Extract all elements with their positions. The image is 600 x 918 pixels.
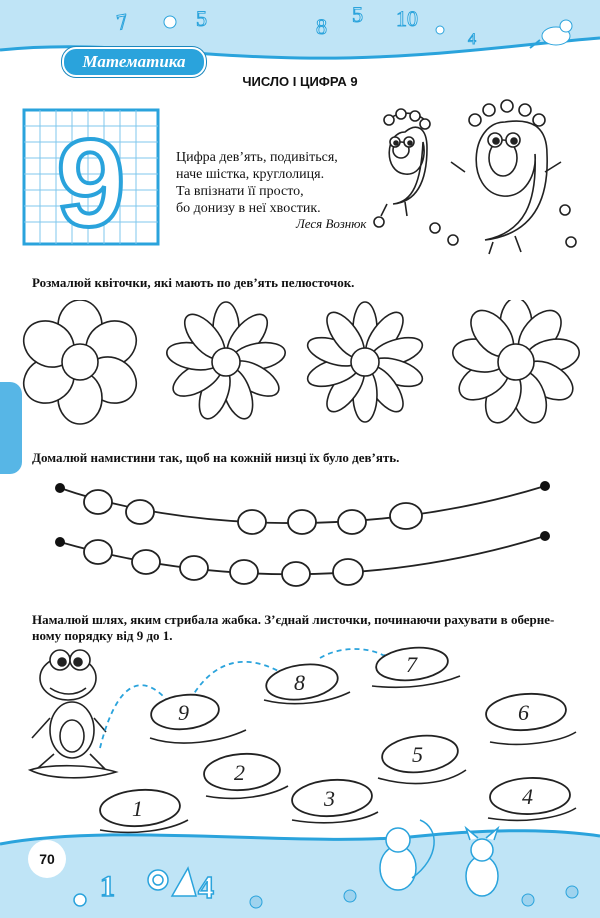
poem-line: бо донизу в неї хвостик.: [176, 201, 321, 216]
page-title: ЧИСЛО І ЦИФРА 9: [242, 74, 358, 89]
footer-band: [0, 818, 600, 918]
footer-digit: 1: [100, 870, 115, 903]
bead: [84, 490, 112, 514]
flower-1[interactable]: [20, 300, 145, 424]
task-flowers: Розмалюй квіточки, які мають по дев’ять пелюсточок.: [32, 275, 355, 290]
leaf-number: 9: [178, 700, 189, 725]
nine-characters-illustration: [365, 92, 585, 262]
poem-author: Леся Вознюк: [296, 216, 367, 231]
flower-2[interactable]: [165, 302, 288, 423]
poem-line: Цифра дев’ять, подивіться,: [176, 150, 338, 165]
bead: [288, 510, 316, 534]
bead-end: [55, 537, 65, 547]
flower-center: [351, 348, 379, 376]
bead: [282, 562, 310, 586]
leaf-number: 6: [518, 700, 529, 725]
bead: [84, 540, 112, 564]
flower-center: [62, 344, 98, 380]
bead-end: [540, 481, 550, 491]
header-digit: 4: [468, 31, 476, 48]
page-number: 70: [28, 840, 66, 878]
poem-line: наче шістка, круглолиця.: [176, 167, 325, 182]
leaf-number: 8: [294, 670, 305, 695]
bead: [180, 556, 208, 580]
bead-end: [55, 483, 65, 493]
bead: [126, 500, 154, 524]
task-path-line1: Намалюй шлях, яким стрибала жабка. З’єднай листочки, починаючи рахувати в оберне-: [32, 612, 555, 627]
bead: [338, 510, 366, 534]
bead: [230, 560, 258, 584]
leaf-number: 4: [522, 784, 533, 809]
leaf-number: 1: [132, 796, 143, 821]
flower-4[interactable]: [450, 300, 582, 428]
big-digit: 9: [56, 115, 126, 246]
bead: [132, 550, 160, 574]
frog-path-scene: [20, 638, 590, 838]
leaf-number: 2: [234, 760, 245, 785]
header-digit: 5: [352, 2, 363, 27]
header-digit: 8: [316, 14, 327, 39]
frog-icon: [30, 650, 116, 778]
header-digit: 7: [114, 8, 130, 35]
subject-tab: Математика: [62, 47, 206, 77]
flower-3[interactable]: [304, 302, 426, 422]
edge-tab: [0, 382, 22, 474]
flower-center: [498, 344, 534, 380]
task-beads: Домалюй намистини так, щоб на кожній низці їх було дев’ять.: [32, 450, 400, 465]
bead: [390, 503, 422, 529]
leaf-number: 7: [406, 652, 417, 677]
poem-line: Та впізнати її просто,: [176, 184, 304, 199]
digit-grid-box: [22, 108, 160, 246]
bead: [333, 559, 363, 585]
header-digit: 5: [196, 6, 207, 31]
bead: [238, 510, 266, 534]
flowers-area: [20, 300, 590, 440]
leaf-number: 5: [412, 742, 423, 767]
footer-digit: 4: [198, 869, 214, 905]
bead-strings: [40, 470, 570, 590]
bead-end: [540, 531, 550, 541]
leaf-number: 3: [324, 786, 335, 811]
task-path-line2: ному порядку від 9 до 1.: [32, 628, 173, 643]
flower-center: [212, 348, 240, 376]
header-digit: 10: [396, 6, 418, 31]
